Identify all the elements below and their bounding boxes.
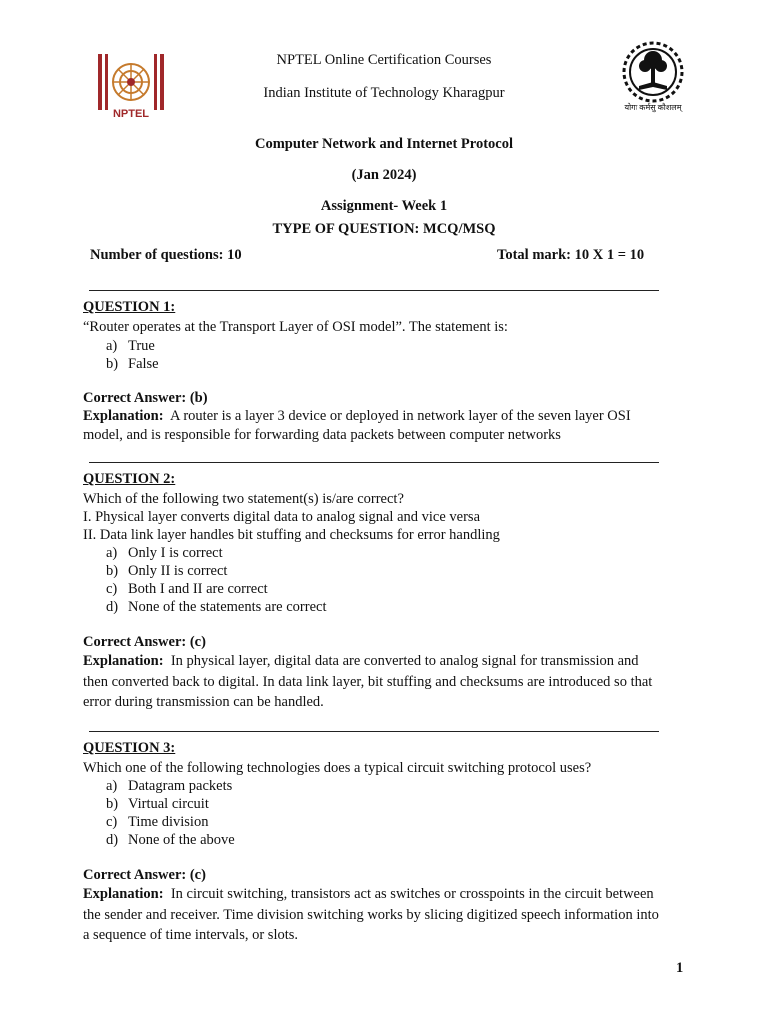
- explanation-label: Explanation:: [83, 886, 164, 902]
- option-text: None of the above: [128, 832, 235, 848]
- divider: [89, 462, 659, 463]
- question-stem: II. Data link layer handles bit stuffing and checksums for error handling: [83, 527, 500, 543]
- option-item: [106, 563, 227, 580]
- option-letter: b): [106, 796, 119, 812]
- explanation: [83, 884, 663, 946]
- question-title: QUESTION 1:: [83, 299, 176, 315]
- option-item: [106, 581, 268, 598]
- question-stem: I. Physical layer converts digital data to analog signal and vice versa: [83, 509, 481, 525]
- assignment-title: Assignment- Week 1: [320, 198, 448, 214]
- option-letter: d): [106, 832, 119, 848]
- option-letter: b): [106, 356, 119, 372]
- option-item: [106, 545, 223, 562]
- explanation: [83, 407, 663, 445]
- option-item: [106, 338, 155, 355]
- question-stem: Which of the following two statement(s) is/are correct?: [83, 491, 404, 507]
- explanation-text: In physical layer, digital data are converted to analog signal for transmission and then converted back to digital. In data link layer, bit stuffing and checksums are introduced so that error during transmission can be handled.: [83, 653, 653, 710]
- divider: [89, 290, 659, 291]
- question-type: TYPE OF QUESTION: MCQ/MSQ: [272, 221, 496, 237]
- option-text: Virtual circuit: [128, 796, 209, 812]
- question-title: QUESTION 2:: [83, 471, 176, 487]
- option-letter: a): [106, 778, 118, 794]
- explanation-label: Explanation:: [83, 408, 164, 424]
- option-letter: a): [106, 338, 118, 354]
- explanation-text: A router is a layer 3 device or deployed in network layer of the seven layer OSI model, and is responsible for forwarding data packets between computer networks: [83, 408, 631, 443]
- option-text: True: [128, 338, 155, 354]
- option-item: [106, 832, 235, 849]
- option-text: False: [128, 356, 159, 372]
- option-item: [106, 778, 232, 795]
- option-text: Only II is correct: [128, 563, 228, 579]
- number-of-questions: [90, 247, 242, 264]
- number-of-questions-value: : 10: [218, 247, 242, 263]
- question-stem: “Router operates at the Transport Layer of OSI model”. The statement is:: [83, 319, 508, 335]
- org-line-2: Indian Institute of Technology Kharagpur: [263, 85, 505, 101]
- option-text: None of the statements are correct: [128, 599, 327, 615]
- option-letter: a): [106, 545, 118, 561]
- explanation-label: Explanation:: [83, 653, 164, 669]
- option-item: [106, 814, 208, 831]
- option-letter: c): [106, 814, 118, 830]
- course-session: (Jan 2024): [351, 167, 417, 183]
- option-text: Datagram packets: [128, 778, 233, 794]
- page-number: 1: [676, 960, 684, 976]
- total-mark: Total mark: 10 X 1 = 10: [497, 247, 645, 263]
- number-of-questions-label: Number of questions: [90, 247, 219, 263]
- org-line-1: NPTEL Online Certification Courses: [276, 52, 492, 68]
- option-item: [106, 599, 326, 616]
- explanation: [83, 651, 663, 713]
- option-text: Time division: [128, 814, 209, 830]
- correct-answer: Correct Answer: (b): [83, 390, 208, 406]
- divider: [89, 731, 659, 732]
- course-title: Computer Network and Internet Protocol: [254, 136, 513, 152]
- option-item: [106, 356, 159, 373]
- explanation-text: In circuit switching, transistors act as switches or crosspoints in the circuit between the sender and receiver. Time division switching works by slicing digitized speech information into a sequence of time intervals, or slots.: [83, 886, 659, 943]
- question-stem: Which one of the following technologies does a typical circuit switching protocol uses?: [83, 760, 592, 776]
- correct-answer: Correct Answer: (c): [83, 634, 206, 650]
- option-letter: b): [106, 563, 119, 579]
- option-text: Both I and II are correct: [128, 581, 268, 597]
- option-letter: c): [106, 581, 118, 597]
- question-title: QUESTION 3:: [83, 740, 176, 756]
- iit-logo-motto: योगः कर्मसु कौशलम्: [624, 103, 682, 112]
- option-item: [106, 796, 209, 813]
- option-letter: d): [106, 599, 119, 615]
- nptel-logo-text: NPTEL: [112, 108, 150, 120]
- option-text: Only I is correct: [128, 545, 223, 561]
- correct-answer: Correct Answer: (c): [83, 867, 206, 883]
